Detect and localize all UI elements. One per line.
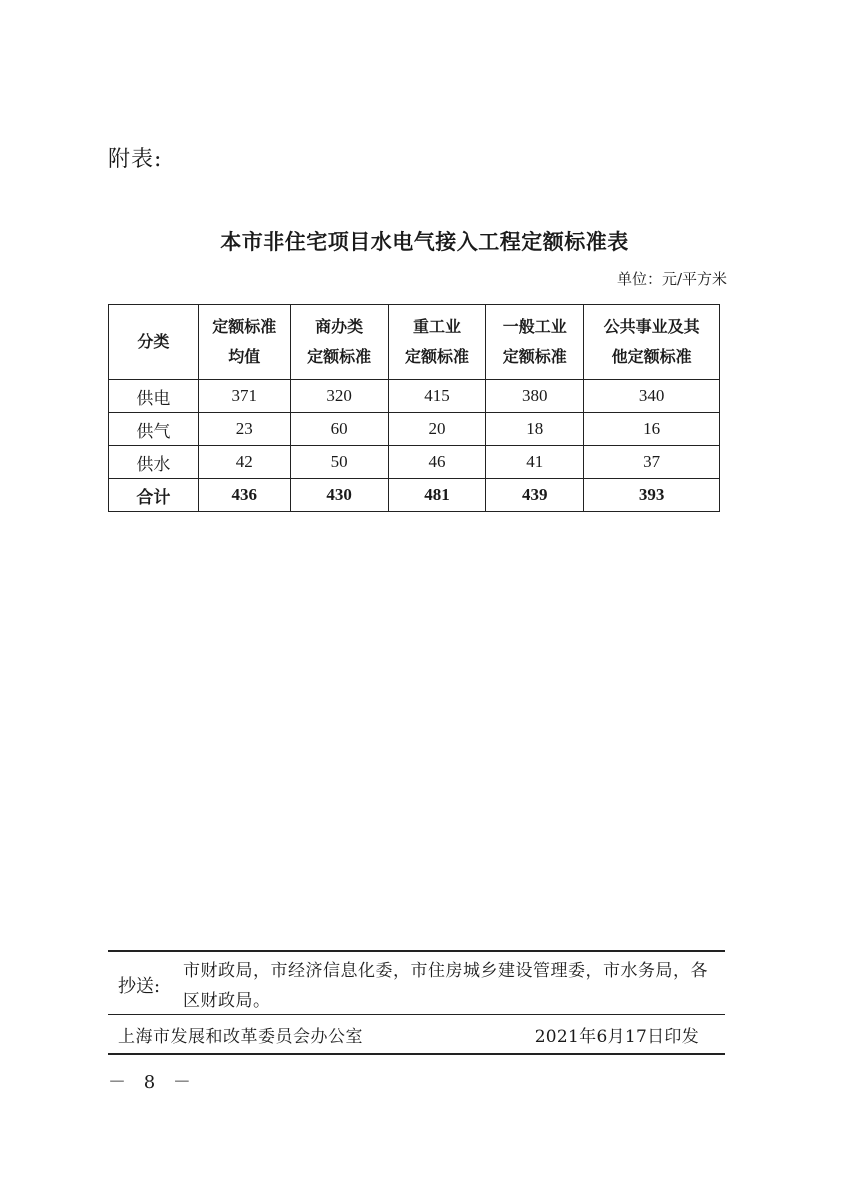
row-category: 供电 [109, 380, 199, 413]
table-total-row [109, 479, 720, 512]
cell-value: 23 [198, 413, 290, 446]
cell-value: 37 [584, 446, 720, 479]
footer-top-rule [108, 950, 725, 952]
issuing-office: 上海市发展和改革委员会办公室 [118, 1027, 363, 1047]
total-value: 436 [198, 479, 290, 512]
unit-note: 单位：元/平方米 [616, 270, 727, 288]
page-number: － 8 － [108, 1072, 197, 1093]
footer-middle-rule [108, 1014, 725, 1015]
cc-recipients: 市财政局，市经济信息化委，市住房城乡建设管理委，市水务局，各区财政局。 [183, 961, 708, 1011]
cell-value: 340 [584, 380, 720, 413]
header-public-other: 公共事业及其 他定额标准 [584, 305, 720, 380]
cell-value: 380 [486, 380, 584, 413]
cell-value: 41 [486, 446, 584, 479]
total-value: 393 [584, 479, 720, 512]
table-title: 本市非住宅项目水电气接入工程定额标准表 [220, 230, 629, 254]
total-category: 合计 [109, 479, 199, 512]
table-row [109, 446, 720, 479]
table-row [109, 380, 720, 413]
total-value: 481 [388, 479, 486, 512]
total-value: 439 [486, 479, 584, 512]
cell-value: 18 [486, 413, 584, 446]
rate-table [108, 304, 720, 512]
header-general-industry: 一般工业 定额标准 [486, 305, 584, 380]
header-heavy-industry: 重工业 定额标准 [388, 305, 486, 380]
header-commercial: 商办类 定额标准 [290, 305, 388, 380]
row-category: 供气 [109, 413, 199, 446]
footer-bottom-rule [108, 1053, 725, 1055]
row-category: 供水 [109, 446, 199, 479]
cell-value: 16 [584, 413, 720, 446]
cell-value: 415 [388, 380, 486, 413]
header-category: 分类 [109, 305, 199, 380]
issue-date: 2021年6月17日印发 [534, 1027, 699, 1047]
cell-value: 60 [290, 413, 388, 446]
cell-value: 42 [198, 446, 290, 479]
total-value: 430 [290, 479, 388, 512]
cc-label: 抄送: [118, 976, 161, 997]
cell-value: 20 [388, 413, 486, 446]
cell-value: 320 [290, 380, 388, 413]
cell-value: 371 [198, 380, 290, 413]
table-row [109, 413, 720, 446]
attachment-label: 附表: [108, 147, 163, 172]
table-header-row [109, 305, 720, 380]
header-average: 定额标准 均值 [198, 305, 290, 380]
cell-value: 50 [290, 446, 388, 479]
cell-value: 46 [388, 446, 486, 479]
